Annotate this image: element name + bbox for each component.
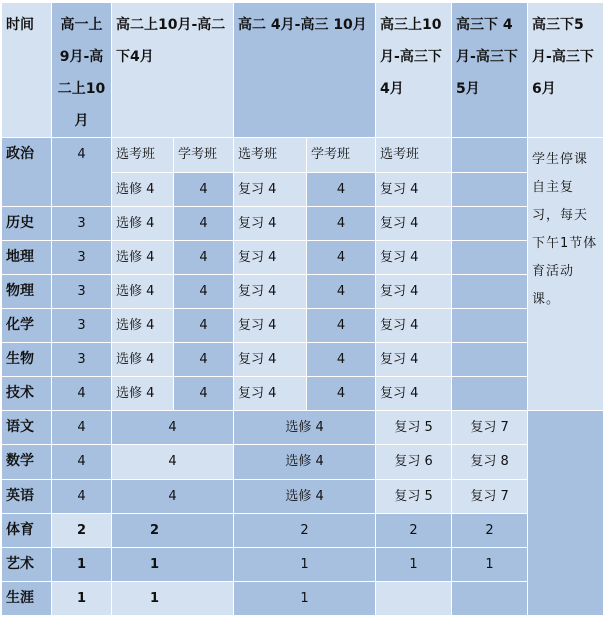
history-period-2-elective: 选修 4 [112,206,174,240]
politics-period-2-elective: 选修 4 [112,172,174,206]
technology-period-2-academic: 4 [174,377,234,411]
career-period-1: 1 [52,581,112,615]
table-row [2,445,604,479]
biology-period-2-academic: 4 [174,343,234,377]
geography-period-3-academic: 4 [307,240,376,274]
header-period-5: 高三下 4月-高三下 5月 [452,3,528,138]
physics-period-3-elective: 复习 4 [234,274,307,308]
table-row [2,206,604,240]
header-period-2: 高二上10月-高二下4月 [112,3,234,138]
geography-period-4: 复习 4 [376,240,452,274]
subject-english: 英语 [2,479,52,513]
chemistry-period-3-academic: 4 [307,308,376,342]
chinese-period-4: 复习 5 [376,411,452,445]
chemistry-period-1: 3 [52,308,112,342]
note-self-study: 学生停课自主复习，每天下午1节体育活动课。 [528,138,604,411]
english-period-5: 复习 7 [452,479,528,513]
table-row [2,513,604,547]
math-period-4: 复习 6 [376,445,452,479]
english-period-4: 复习 5 [376,479,452,513]
table-row [2,138,604,172]
history-period-1: 3 [52,206,112,240]
empty-cell [452,206,528,240]
physics-period-2-elective: 选修 4 [112,274,174,308]
subject-pe: 体育 [2,513,52,547]
chemistry-period-2-academic: 4 [174,308,234,342]
pe-period-5: 2 [452,513,528,547]
biology-period-3-academic: 4 [307,343,376,377]
subject-technology: 技术 [2,377,52,411]
empty-cell [452,240,528,274]
art-period-1: 1 [52,547,112,581]
history-period-2-academic: 4 [174,206,234,240]
biology-period-3-elective: 复习 4 [234,343,307,377]
english-period-3: 选修 4 [234,479,376,513]
header-period-6: 高三下5月-高三下6月 [528,3,604,138]
geography-period-2-elective: 选修 4 [112,240,174,274]
subject-physics: 物理 [2,274,52,308]
pe-period-4: 2 [376,513,452,547]
technology-period-3-elective: 复习 4 [234,377,307,411]
table-row [2,343,604,377]
subject-math: 数学 [2,445,52,479]
history-period-3-elective: 复习 4 [234,206,307,240]
biology-period-1: 3 [52,343,112,377]
geography-period-2-academic: 4 [174,240,234,274]
chinese-period-1: 4 [52,411,112,445]
subject-history: 历史 [2,206,52,240]
course-schedule-table [1,2,604,616]
politics-period-1: 4 [52,138,112,206]
physics-period-4: 复习 4 [376,274,452,308]
politics-period-3-elective: 复习 4 [234,172,307,206]
empty-cell [452,343,528,377]
physics-period-1: 3 [52,274,112,308]
art-period-4: 1 [376,547,452,581]
career-period-2: 1 [112,581,234,615]
math-period-2: 4 [112,445,234,479]
subject-geography: 地理 [2,240,52,274]
empty-cell [452,274,528,308]
chemistry-period-2-elective: 选修 4 [112,308,174,342]
chemistry-period-3-elective: 复习 4 [234,308,307,342]
table-row [2,274,604,308]
art-period-3: 1 [234,547,376,581]
header-period-4: 高三上10月-高三下4月 [376,3,452,138]
politics-period-4: 复习 4 [376,172,452,206]
table-row [2,479,604,513]
chinese-period-5: 复习 7 [452,411,528,445]
header-period-1: 高一上9月-高二上10月 [52,3,112,138]
chemistry-period-4: 复习 4 [376,308,452,342]
empty-cell [452,172,528,206]
politics-period-3-academic: 4 [307,172,376,206]
empty-cell [452,138,528,172]
subject-biology: 生物 [2,343,52,377]
technology-period-4: 复习 4 [376,377,452,411]
empty-cell [452,377,528,411]
pe-period-3: 2 [234,513,376,547]
art-period-5: 1 [452,547,528,581]
label-elective-class: 选考班 [112,138,174,172]
art-period-2: 1 [112,547,234,581]
technology-period-2-elective: 选修 4 [112,377,174,411]
label-elective-class: 选考班 [234,138,307,172]
math-period-5: 复习 8 [452,445,528,479]
history-period-3-academic: 4 [307,206,376,240]
table-row [2,547,604,581]
empty-cell [528,411,604,616]
english-period-1: 4 [52,479,112,513]
technology-period-1: 4 [52,377,112,411]
header-period-3: 高二 4月-高三 10月 [234,3,376,138]
biology-period-2-elective: 选修 4 [112,343,174,377]
career-period-3: 1 [234,581,376,615]
math-period-3: 选修 4 [234,445,376,479]
biology-period-4: 复习 4 [376,343,452,377]
subject-chemistry: 化学 [2,308,52,342]
subject-art: 艺术 [2,547,52,581]
politics-period-2-academic: 4 [174,172,234,206]
english-period-2: 4 [112,479,234,513]
label-elective-class: 选考班 [376,138,452,172]
header-corner: 时间 [2,3,52,138]
table-row [2,581,604,615]
technology-period-3-academic: 4 [307,377,376,411]
subject-career: 生涯 [2,581,52,615]
header-row [2,3,604,138]
physics-period-3-academic: 4 [307,274,376,308]
history-period-4: 复习 4 [376,206,452,240]
pe-period-1: 2 [52,513,112,547]
subject-chinese: 语文 [2,411,52,445]
physics-period-2-academic: 4 [174,274,234,308]
empty-cell [452,581,528,615]
chinese-period-2: 4 [112,411,234,445]
geography-period-1: 3 [52,240,112,274]
geography-period-3-elective: 复习 4 [234,240,307,274]
empty-cell [376,581,452,615]
math-period-1: 4 [52,445,112,479]
label-academic-class: 学考班 [307,138,376,172]
table-row [2,377,604,411]
pe-period-2: 2 [112,513,234,547]
empty-cell [452,308,528,342]
table-row [2,308,604,342]
table-row [2,411,604,445]
subject-politics: 政治 [2,138,52,206]
chinese-period-3: 选修 4 [234,411,376,445]
label-academic-class: 学考班 [174,138,234,172]
table-row [2,240,604,274]
